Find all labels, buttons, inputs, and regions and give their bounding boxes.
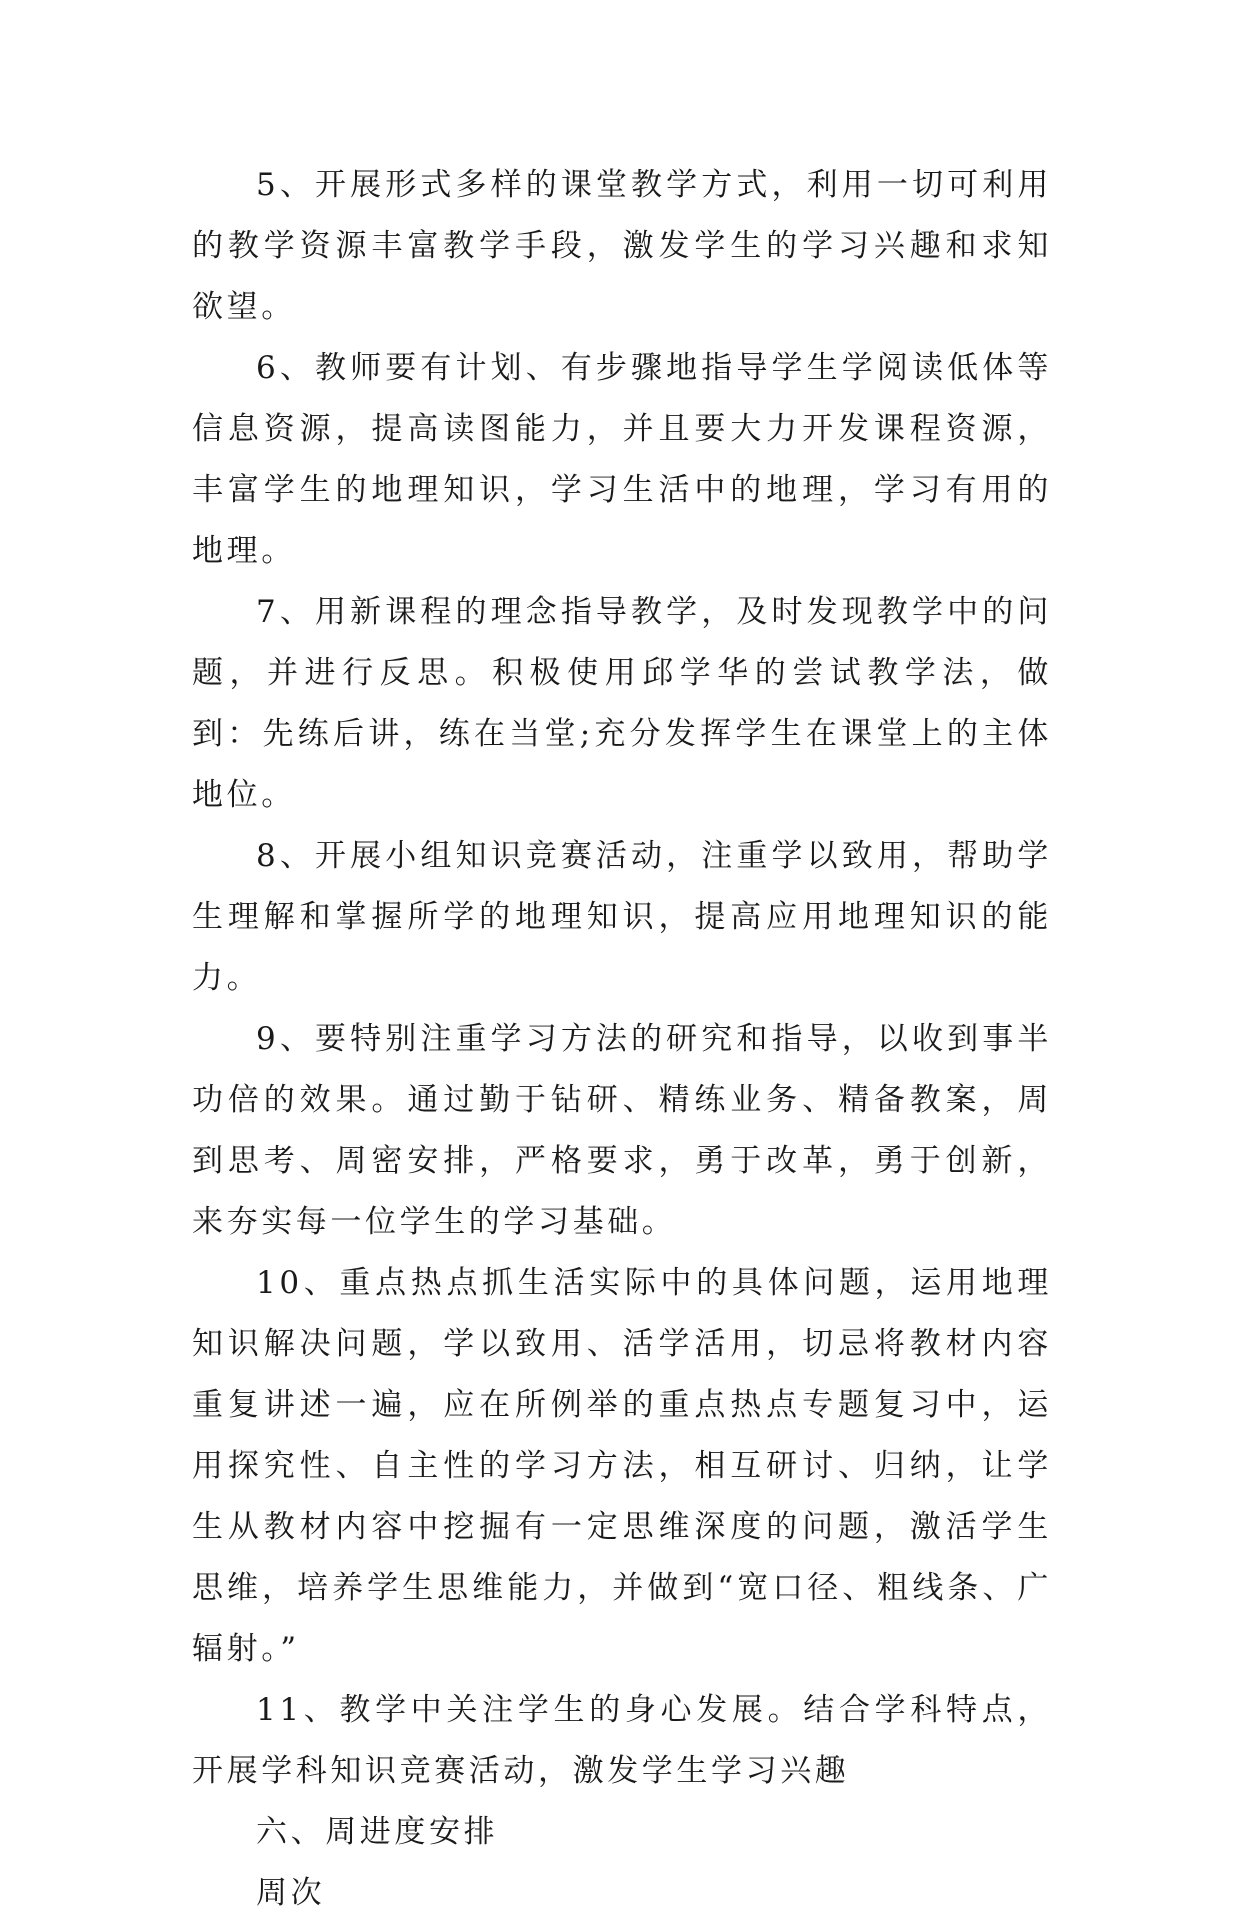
paragraph-item-9: 9、要特别注重学习方法的研究和指导，以收到事半功倍的效果。通过勤于钻研、精练业务、精备教案，周到思考、周密安排，严格要求，勇于改革，勇于创新，来夯实每一位学生的学习基础。	[192, 1021, 1052, 1240]
document-body	[192, 155, 1052, 1924]
section-heading-weekly-schedule: 六、周进度安排	[256, 1814, 499, 1850]
paragraph-item-8: 8、开展小组知识竞赛活动，注重学以致用，帮助学生理解和掌握所学的地理知识，提高应用地理知识的能力。	[192, 838, 1052, 996]
paragraph-item-11: 11、教学中关注学生的身心发展。结合学科特点，开展学科知识竞赛活动，激发学生学习兴趣	[192, 1692, 1052, 1789]
paragraph-item-10: 10、重点热点抓生活实际中的具体问题，运用地理知识解决问题，学以致用、活学活用，切忌将教材内容重复讲述一遍，应在所例举的重点热点专题复习中，运用探究性、自主性的学习方法，相互研讨、归纳，让学生从教材内容中挖掘有一定思维深度的问题，激活学生思维，培养学生思维能力，并做到“宽口径、粗线条、广辐射。”	[192, 1265, 1052, 1667]
paragraph-item-7: 7、用新课程的理念指导教学，及时发现教学中的问题，并进行反思。积极使用邱学华的尝试教学法，做到：先练后讲，练在当堂;充分发挥学生在课堂上的主体地位。	[192, 594, 1052, 813]
table-header-week: 周次	[256, 1875, 326, 1911]
paragraph-item-5: 5、开展形式多样的课堂教学方式，利用一切可利用的教学资源丰富教学手段，激发学生的学习兴趣和求知欲望。	[192, 167, 1052, 325]
paragraph-item-6: 6、教师要有计划、有步骤地指导学生学阅读低体等信息资源，提高读图能力，并且要大力开发课程资源，丰富学生的地理知识，学习生活中的地理，学习有用的地理。	[192, 350, 1052, 569]
